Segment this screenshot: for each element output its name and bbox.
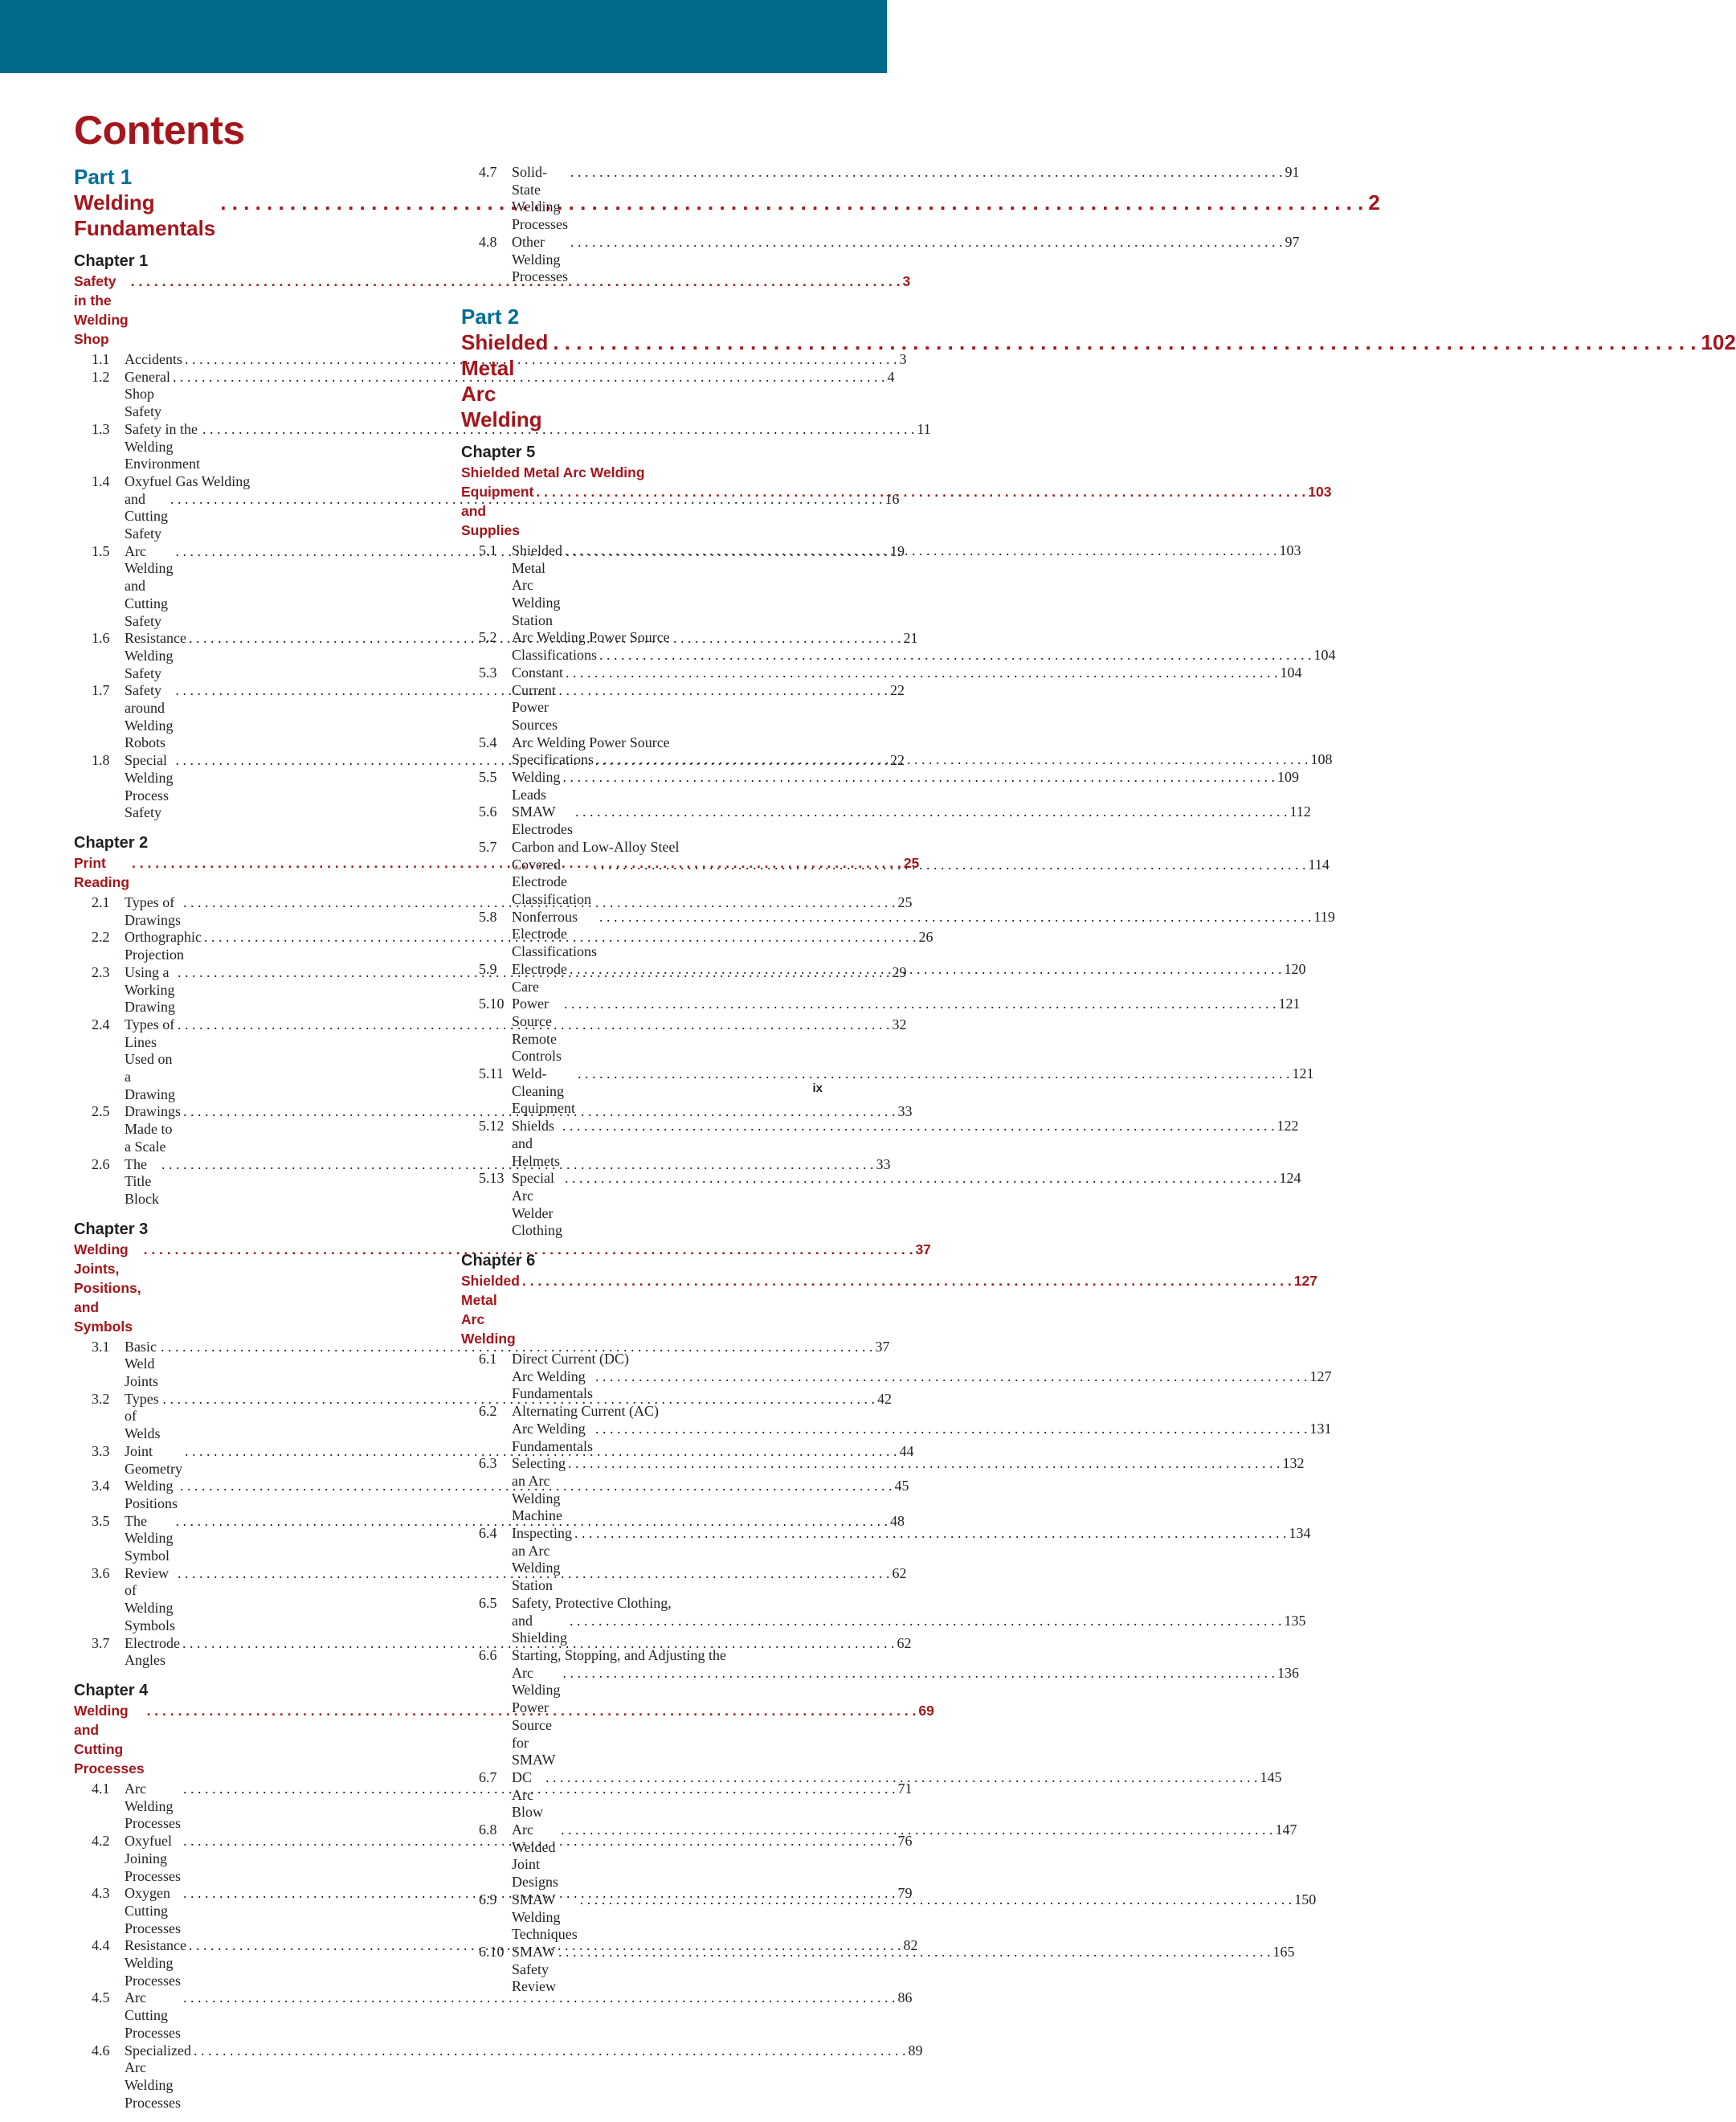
- chapter-title: Welding Joints, Positions, and Symbols: [74, 1241, 141, 1335]
- section-title: Inspecting an Arc Welding Station: [512, 1525, 572, 1594]
- section-page: 97: [1285, 233, 1300, 250]
- section-page: 122: [1276, 1118, 1299, 1135]
- chapter-block-continued: [461, 164, 1300, 286]
- section-number: 5.3: [479, 664, 497, 681]
- section-title-line: [512, 1769, 1282, 1821]
- part-label: Part 1: [74, 165, 133, 189]
- section-title: Oxygen Cutting Processes: [125, 1885, 181, 1936]
- dot-leader: [574, 1525, 1287, 1543]
- chapter-label: Chapter 4: [74, 1682, 149, 1699]
- section-title: Types of Welds: [125, 1390, 161, 1442]
- section-title: The Title Block: [125, 1155, 159, 1207]
- section-title: Welding Positions: [125, 1478, 178, 1511]
- section-page: 119: [1313, 908, 1335, 925]
- dot-leader: [565, 542, 1277, 560]
- section-title: Solid-State Welding Processes: [512, 164, 568, 233]
- section-title: Arc Welding Processes: [125, 1781, 181, 1832]
- section-title: Arc Welding Fundamentals: [512, 1420, 593, 1454]
- section-page: 103: [1279, 542, 1301, 558]
- part-label: Part 2: [461, 304, 520, 329]
- section-page: 82: [903, 1937, 918, 1954]
- section-page: 121: [1292, 1065, 1314, 1082]
- toc-entry-section[interactable]: [74, 2042, 923, 2112]
- section-title: Resistance Welding Safety: [125, 630, 186, 681]
- section-title-line: [512, 769, 1299, 803]
- section-page: 108: [1310, 751, 1333, 768]
- section-page: 44: [899, 1442, 914, 1459]
- section-text: [512, 542, 1301, 630]
- dot-leader: [594, 857, 1306, 874]
- section-page: 131: [1309, 1420, 1332, 1437]
- section-page: 62: [897, 1634, 912, 1651]
- section-text: [512, 961, 1305, 996]
- section-page: 19: [890, 542, 905, 559]
- dot-leader: [570, 234, 1283, 251]
- dot-leader: [568, 1455, 1281, 1473]
- section-title: Safety in the Welding Environment: [125, 420, 200, 472]
- section-number: 3.5: [92, 1512, 110, 1529]
- section-title: Classifications: [512, 647, 597, 664]
- section-number: 4.7: [479, 164, 497, 180]
- section-page: 124: [1279, 1170, 1301, 1187]
- chapter-title-line1: Shielded Metal Arc Welding: [461, 464, 645, 480]
- page-number: ix: [812, 1081, 823, 1095]
- dot-leader: [580, 1891, 1293, 1909]
- dot-leader: [561, 1821, 1273, 1839]
- section-number: 5.9: [479, 960, 497, 977]
- section-page: 165: [1272, 1943, 1295, 1960]
- section-number: 3.6: [92, 1564, 110, 1581]
- dot-leader: [566, 664, 1278, 682]
- section-page: 48: [890, 1512, 905, 1529]
- section-text: [512, 1944, 1294, 1996]
- toc-entry-section[interactable]: [74, 1989, 913, 2042]
- section-page: 135: [1284, 1612, 1306, 1629]
- dot-leader: [558, 1944, 1271, 1961]
- section-number: 5.2: [479, 629, 497, 646]
- section-number: 5.12: [479, 1118, 504, 1135]
- section-title-line: [512, 234, 1299, 286]
- section-number: 4.2: [92, 1833, 110, 1850]
- dot-leader: [595, 1421, 1308, 1438]
- section-page: 120: [1284, 960, 1306, 977]
- toc-entry-section[interactable]: [461, 803, 1311, 838]
- chapter-page: 37: [915, 1241, 931, 1257]
- dot-leader: [570, 961, 1282, 979]
- section-title-line1: Alternating Current (AC): [512, 1403, 659, 1420]
- section-page: 37: [875, 1338, 890, 1355]
- section-title-line1: Safety, Protective Clothing,: [512, 1594, 672, 1611]
- section-page: 86: [897, 1989, 913, 2006]
- section-text: [512, 1118, 1298, 1170]
- section-page: 21: [903, 630, 918, 647]
- toc-entry-section[interactable]: [461, 164, 1300, 234]
- section-number: 6.2: [479, 1403, 497, 1420]
- section-title: Specialized Arc Welding Processes: [125, 2042, 191, 2111]
- chapter-title: Shielded Metal Arc Welding: [461, 1273, 520, 1347]
- dot-leader: [596, 751, 1309, 769]
- section-number: 1.1: [92, 351, 110, 367]
- section-number: 5.1: [479, 542, 497, 558]
- section-title: Selecting an Arc Welding Machine: [512, 1455, 566, 1524]
- section-title: Arc Welding Fundamentals: [512, 1368, 593, 1402]
- section-title: DC Arc Blow: [512, 1768, 544, 1821]
- toc-entry-section[interactable]: [74, 1478, 909, 1512]
- section-text: [512, 629, 1336, 664]
- chapter-page: 127: [1293, 1273, 1317, 1290]
- section-title: Other Welding Processes: [512, 233, 568, 285]
- dot-leader: [570, 1613, 1282, 1630]
- section-title: Review of Welding Symbols: [125, 1564, 176, 1633]
- section-title: Electrode Angles: [125, 1634, 180, 1669]
- section-number: 4.4: [92, 1937, 110, 1954]
- section-number: 1.2: [92, 368, 110, 385]
- section-page: 89: [908, 2042, 923, 2059]
- chapter-title: Print Reading: [74, 854, 130, 890]
- section-text: [512, 1065, 1313, 1118]
- section-title-line: [512, 1065, 1313, 1118]
- section-title: Shields and Helmets: [512, 1118, 560, 1169]
- section-page: 3: [899, 351, 907, 367]
- section-number: 4.1: [92, 1781, 110, 1797]
- section-page: 79: [897, 1885, 913, 1902]
- dot-leader: [563, 769, 1276, 787]
- section-number: 6.8: [479, 1821, 497, 1838]
- section-page: 150: [1294, 1891, 1317, 1907]
- section-page: 42: [877, 1390, 893, 1407]
- section-title-line: [512, 1525, 1310, 1595]
- section-page: 71: [897, 1781, 913, 1797]
- dot-leader: [194, 2042, 906, 2060]
- section-title-line: [512, 996, 1301, 1065]
- section-title: Weld-Cleaning Equipment: [512, 1065, 575, 1117]
- section-title: Nonferrous Electrode Classifications: [512, 908, 597, 960]
- section-title: Electrode Care: [512, 960, 567, 995]
- section-title: SMAW Safety Review: [512, 1943, 556, 1995]
- chapter-label: Chapter 2: [74, 833, 149, 852]
- section-title: SMAW Electrodes: [512, 803, 573, 838]
- chapter-title: Equipment and Supplies: [461, 483, 534, 538]
- section-title-line: [512, 1613, 1306, 1647]
- section-title-line: [512, 1368, 1331, 1403]
- section-number: 1.8: [92, 752, 110, 769]
- section-number: 6.9: [479, 1891, 497, 1907]
- section-text: [512, 803, 1311, 838]
- section-number: 1.5: [92, 542, 110, 559]
- section-title-line: [512, 803, 1311, 838]
- section-number: 5.13: [479, 1170, 504, 1187]
- section-title: General Shop Safety: [125, 368, 170, 420]
- dot-leader: [599, 909, 1312, 926]
- section-page: 16: [884, 490, 900, 507]
- section-number: 5.10: [479, 996, 504, 1012]
- toc-entry-section[interactable]: [461, 1170, 1301, 1240]
- section-text: [512, 1403, 1331, 1455]
- section-number: 3.7: [92, 1634, 110, 1651]
- section-number: 6.5: [479, 1594, 497, 1611]
- section-title-line1: Arc Welding Power Source: [512, 734, 670, 750]
- section-title: Special Arc Welder Clothing: [512, 1170, 563, 1239]
- section-title: Joint Geometry: [125, 1442, 182, 1477]
- section-number: 5.4: [479, 734, 497, 750]
- section-page: 32: [892, 1016, 907, 1032]
- section-page: 11: [917, 420, 931, 437]
- section-text: [512, 769, 1299, 803]
- section-title-line: [512, 857, 1330, 909]
- section-text: [512, 734, 1332, 769]
- section-text: [512, 909, 1335, 961]
- section-page: 26: [918, 929, 933, 946]
- dot-leader: [536, 482, 1305, 501]
- section-title: Drawings Made to a Scale: [125, 1103, 181, 1155]
- section-number: 6.10: [479, 1943, 504, 1960]
- section-page: 104: [1313, 647, 1336, 664]
- section-text: [512, 1525, 1310, 1595]
- section-text: [125, 2042, 922, 2112]
- section-number: 3.1: [92, 1338, 110, 1355]
- section-title: Arc Cutting Processes: [125, 1989, 181, 2041]
- section-number: 5.7: [479, 838, 497, 855]
- chapter-page: 103: [1308, 483, 1332, 500]
- section-text: [512, 1351, 1331, 1403]
- section-page: 76: [897, 1833, 913, 1850]
- section-page: 4: [887, 368, 895, 385]
- section-page: 145: [1260, 1768, 1282, 1785]
- section-text: [512, 1821, 1297, 1891]
- chapter-title: Welding and Cutting Processes: [74, 1703, 145, 1777]
- section-title-line: [512, 961, 1305, 996]
- dot-leader: [522, 1271, 1292, 1290]
- section-title: Arc Welding and Cutting Safety: [125, 542, 174, 629]
- section-title: Using a Working Drawing: [125, 963, 175, 1016]
- section-title-line1: Carbon and Low-Alloy Steel: [512, 838, 680, 855]
- section-title-line1: Starting, Stopping, and Adjusting the: [512, 1647, 727, 1663]
- dot-leader: [595, 1368, 1308, 1386]
- section-number: 1.4: [92, 472, 110, 489]
- section-text: [512, 1891, 1316, 1944]
- section-number: 5.6: [479, 803, 497, 820]
- section-page: 33: [876, 1155, 891, 1172]
- section-title-line: [512, 751, 1332, 769]
- section-number: 2.5: [92, 1103, 110, 1120]
- section-page: 136: [1277, 1664, 1300, 1681]
- dot-leader: [570, 164, 1283, 182]
- section-number: 2.6: [92, 1155, 110, 1172]
- section-number: 1.3: [92, 420, 110, 437]
- section-title: Arc Welded Joint Designs: [512, 1821, 558, 1891]
- section-number: 4.3: [92, 1885, 110, 1902]
- section-number: 2.2: [92, 929, 110, 946]
- section-text: [512, 164, 1299, 234]
- section-title: Covered Electrode Classification: [512, 856, 591, 907]
- section-title: and Cutting Safety: [125, 490, 169, 542]
- dot-leader: [545, 1769, 1258, 1787]
- part-page: 102: [1701, 329, 1736, 354]
- section-title: The Welding Symbol: [125, 1512, 174, 1564]
- section-title: Safety around Welding Robots: [125, 682, 174, 751]
- dot-leader: [564, 996, 1276, 1013]
- section-title: Resistance Welding Processes: [125, 1937, 186, 1989]
- section-page: 33: [897, 1103, 913, 1120]
- section-number: 4.5: [92, 1989, 110, 2006]
- section-page: 104: [1280, 664, 1302, 681]
- chapter-label: Chapter 5: [461, 443, 536, 461]
- section-title-line1: Arc Welding Power Source: [512, 629, 670, 646]
- page-title: Contents: [74, 108, 245, 153]
- chapter-label: Chapter 3: [74, 1220, 149, 1238]
- section-title-line: [512, 1170, 1301, 1240]
- section-title: Oxyfuel Joining Processes: [125, 1833, 181, 1884]
- section-title-line1: Oxyfuel Gas Welding: [125, 472, 251, 489]
- dot-leader: [599, 647, 1312, 664]
- section-title: Accidents: [125, 351, 182, 367]
- section-title-line: [512, 164, 1299, 234]
- section-number: 6.7: [479, 1768, 497, 1785]
- section-title: Types of Drawings: [125, 893, 181, 928]
- dot-leader: [565, 1170, 1277, 1188]
- section-number: 1.7: [92, 682, 110, 699]
- section-number: 3.3: [92, 1442, 110, 1459]
- section-number: 6.1: [479, 1351, 497, 1368]
- chapter-label: Chapter 1: [74, 252, 149, 270]
- section-title-line: [512, 1944, 1294, 1996]
- dot-leader: [553, 329, 1696, 355]
- section-text: [512, 1170, 1301, 1240]
- section-page: 132: [1282, 1455, 1305, 1472]
- section-title-line: [512, 1455, 1304, 1525]
- section-title: Constant Current Power Sources: [512, 664, 564, 733]
- section-number: 6.6: [479, 1647, 497, 1663]
- section-title: Orthographic Projection: [125, 929, 202, 963]
- section-page: 134: [1289, 1525, 1311, 1542]
- section-title: SMAW Welding Techniques: [512, 1891, 578, 1943]
- section-text: [512, 1595, 1306, 1647]
- header-banner: [0, 0, 887, 73]
- section-page: 91: [1285, 164, 1300, 180]
- section-text: [512, 234, 1299, 286]
- dot-leader: [575, 803, 1288, 821]
- section-text: [512, 1769, 1282, 1821]
- section-title-line: [512, 1665, 1299, 1769]
- toc-entry-section[interactable]: [461, 233, 1300, 286]
- section-title-line: [512, 1891, 1316, 1944]
- section-title: Arc Welding Power Source for SMAW: [512, 1664, 561, 1768]
- dot-leader: [563, 1665, 1276, 1682]
- section-title-line: [512, 542, 1301, 630]
- section-number: 4.8: [479, 233, 497, 250]
- section-title: Special Welding Process Safety: [125, 752, 174, 821]
- section-title-line: [512, 1821, 1297, 1891]
- section-number: 2.4: [92, 1016, 110, 1032]
- section-title-line: [512, 1118, 1298, 1170]
- section-title: and Shielding: [512, 1612, 568, 1646]
- chapter-page: 25: [903, 854, 920, 871]
- chapter-page: 69: [918, 1703, 934, 1719]
- section-title: Power Source Remote Controls: [512, 996, 562, 1065]
- part-title: Welding Fundamentals: [74, 190, 216, 240]
- section-page: 45: [894, 1478, 909, 1494]
- section-title-line: [125, 2042, 922, 2112]
- section-title-line: [512, 664, 1302, 734]
- section-number: 1.6: [92, 630, 110, 647]
- section-page: 22: [890, 682, 905, 699]
- section-number: 2.1: [92, 893, 110, 910]
- chapter-label: Chapter 6: [461, 1252, 536, 1270]
- section-number: 5.5: [479, 769, 497, 786]
- section-page: 25: [897, 893, 913, 910]
- section-page: 109: [1277, 769, 1300, 786]
- section-number: 3.4: [92, 1478, 110, 1494]
- toc-entry-section[interactable]: [74, 351, 907, 369]
- section-number: 3.2: [92, 1390, 110, 1407]
- section-title-line1: Direct Current (DC): [512, 1351, 629, 1368]
- section-page: 29: [892, 963, 907, 980]
- section-title: Shielded Metal Arc Welding Station: [512, 542, 562, 628]
- section-title-line: [512, 909, 1335, 961]
- dot-leader: [562, 1118, 1275, 1135]
- section-number: 6.3: [479, 1455, 497, 1472]
- section-title-line: [512, 1421, 1331, 1455]
- toc-entry-section[interactable]: [461, 769, 1300, 803]
- section-page: 112: [1289, 803, 1311, 820]
- section-title: Types of Lines Used on a Drawing: [125, 1016, 175, 1102]
- section-text: [512, 996, 1301, 1065]
- section-number: 5.11: [479, 1065, 504, 1082]
- section-text: [512, 1647, 1299, 1769]
- section-number: 2.3: [92, 963, 110, 980]
- section-page: 147: [1275, 1821, 1297, 1838]
- part-page: 2: [1368, 190, 1380, 215]
- section-number: 6.4: [479, 1525, 497, 1542]
- section-number: 5.8: [479, 908, 497, 925]
- part-title: Shielded Metal Arc Welding: [461, 329, 549, 431]
- section-text: [512, 1455, 1304, 1525]
- section-page: 22: [890, 752, 905, 769]
- section-number: 4.6: [92, 2042, 110, 2059]
- section-page: 114: [1308, 856, 1330, 873]
- section-page: 127: [1309, 1368, 1332, 1384]
- chapter-page: 3: [902, 273, 911, 289]
- section-text: [512, 839, 1330, 909]
- section-page: 62: [892, 1564, 907, 1581]
- section-title: Welding Leads: [512, 769, 561, 803]
- section-title: Basic Weld Joints: [125, 1338, 159, 1390]
- section-page: 121: [1278, 996, 1301, 1012]
- section-title: Specifications: [512, 751, 594, 768]
- chapter-title: Safety in the Welding Shop: [74, 273, 129, 347]
- dot-leader: [578, 1065, 1290, 1083]
- section-text: [512, 664, 1302, 734]
- section-title-line: [512, 647, 1336, 664]
